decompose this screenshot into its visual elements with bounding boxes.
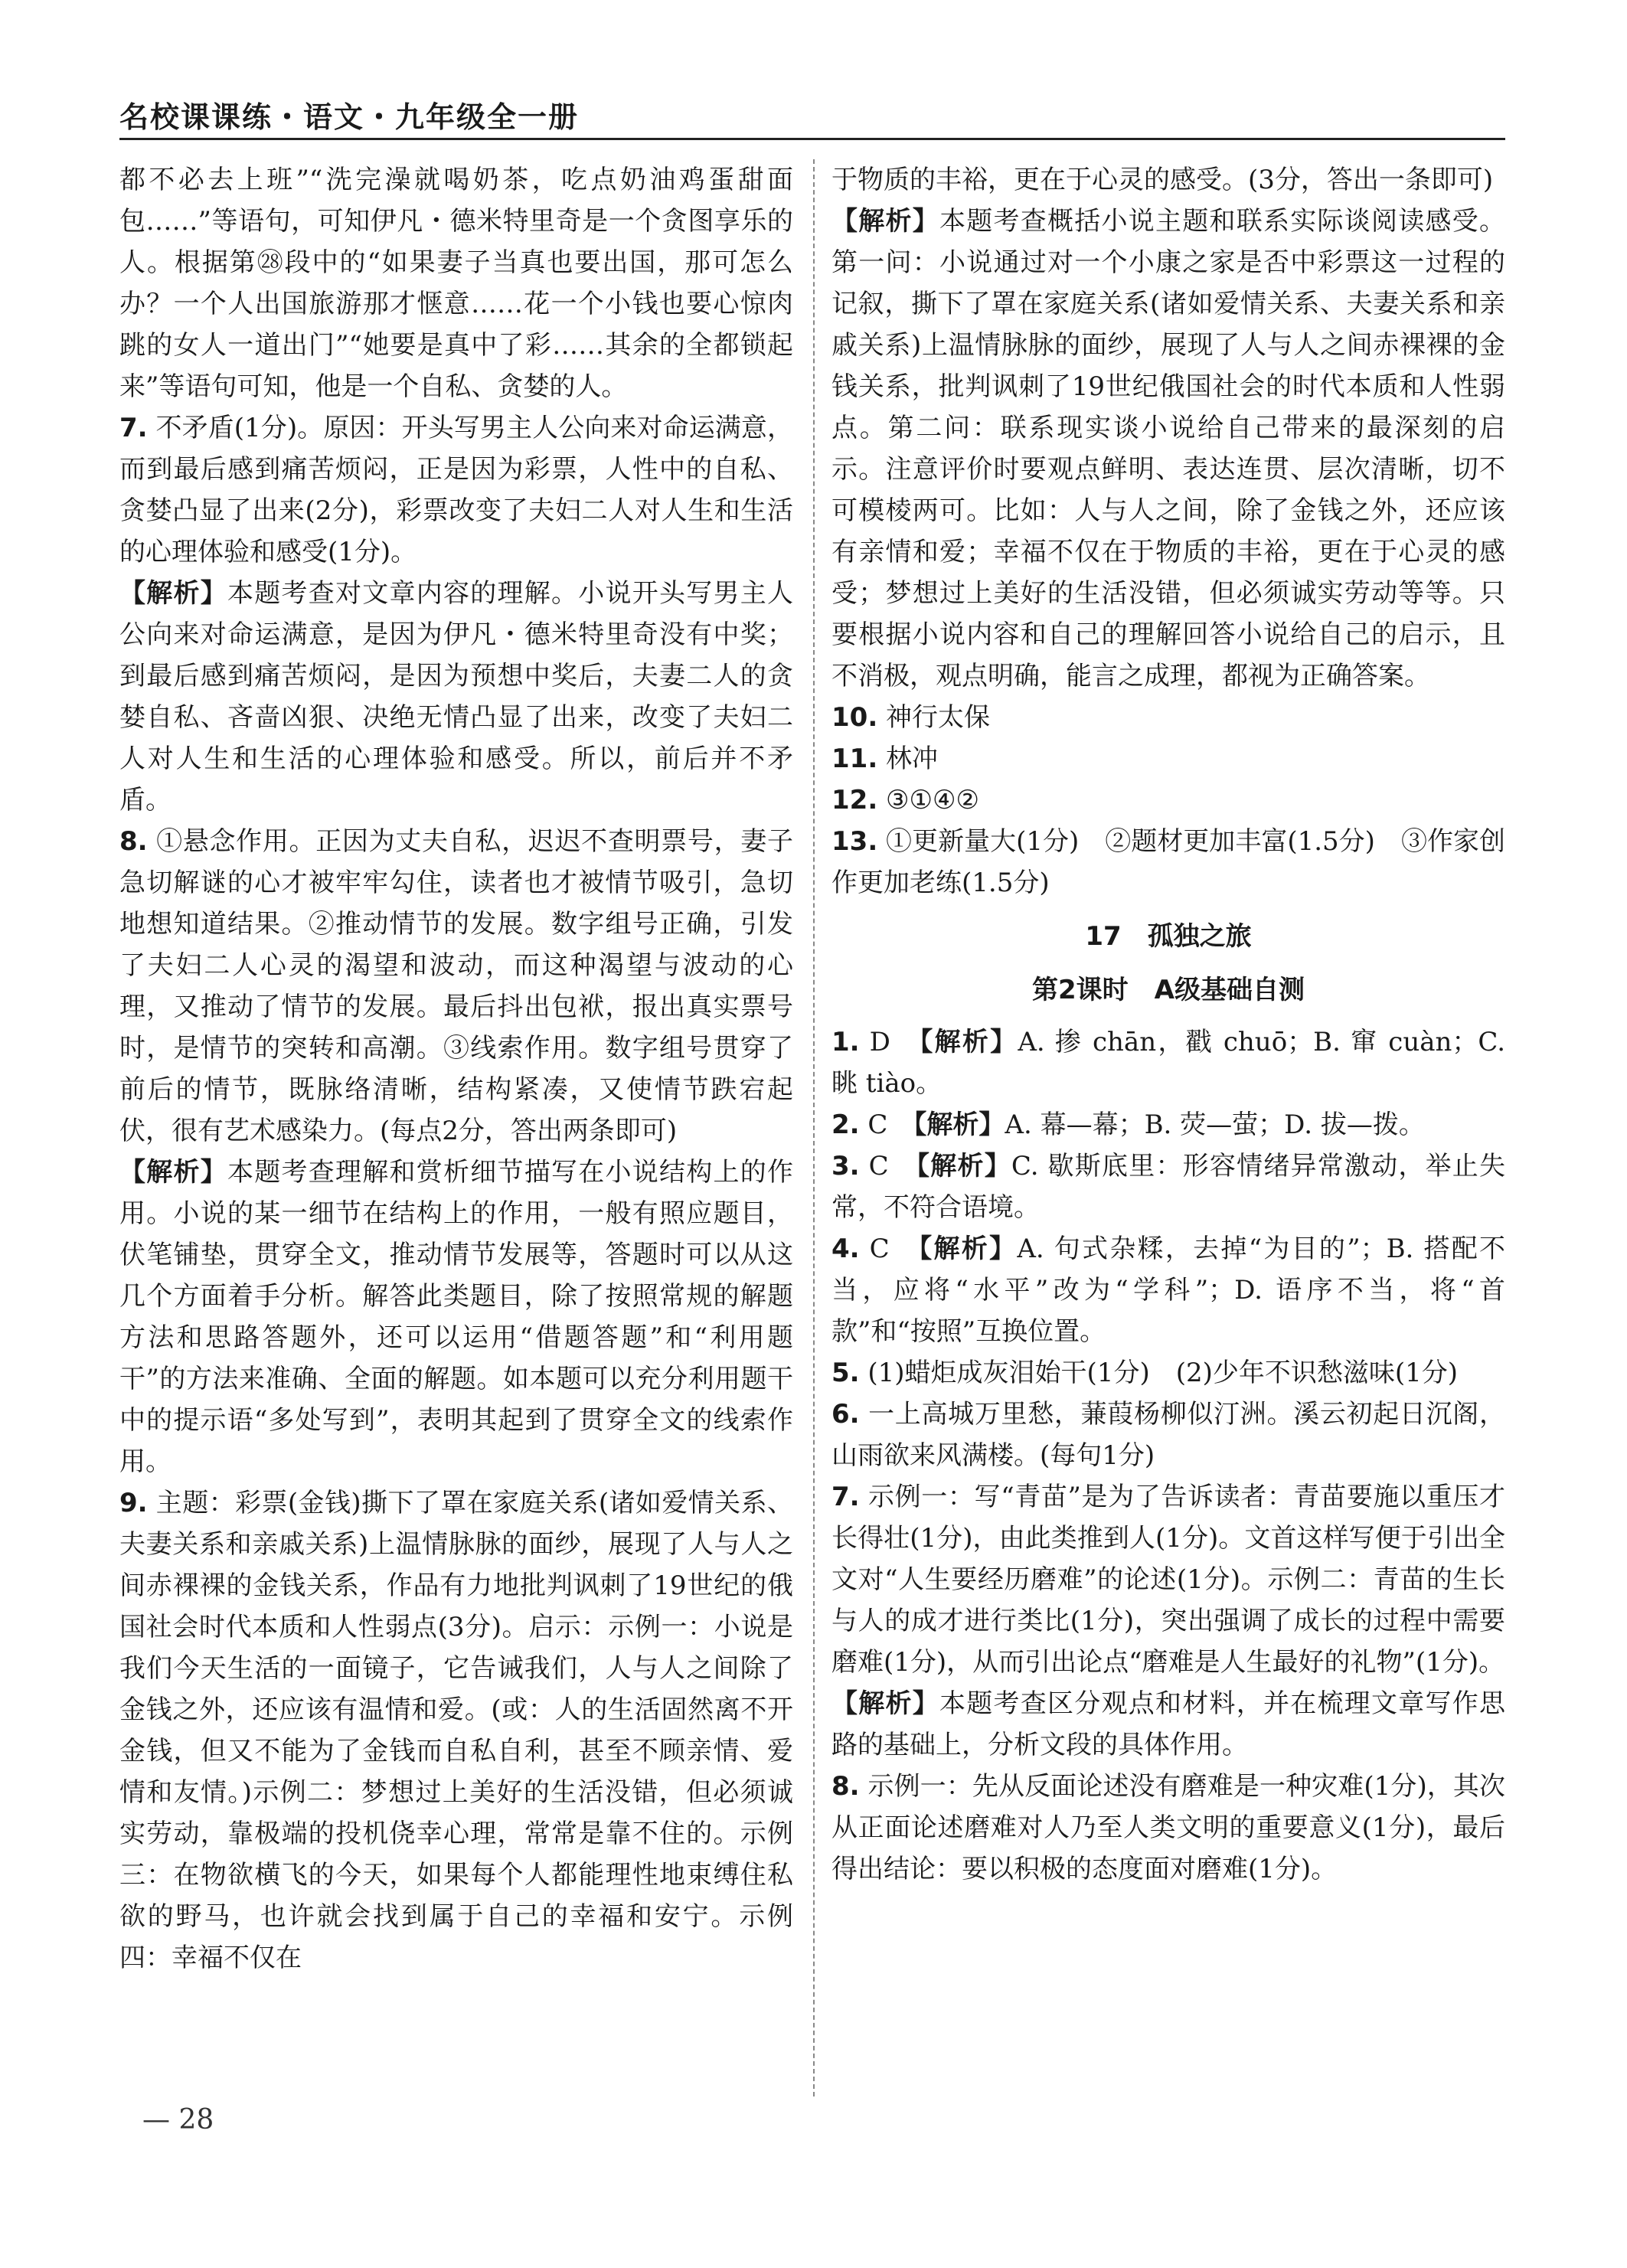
- answer-a5: [831, 1352, 1505, 1394]
- book-title: 名校课课练・语文・九年级全一册: [119, 100, 580, 134]
- analysis-text: 本题考查区分观点和材料，并在梳理文章写作思路的基础上，分析文段的具体作用。: [831, 1688, 1505, 1760]
- answer-item-7: [119, 407, 793, 573]
- answer-text: ①更新量大(1分) ②题材更加丰富(1.5分) ③作家创作更加老练(1.5分): [831, 826, 1505, 898]
- analysis-item-8: [119, 1152, 793, 1482]
- answer-text: ③①④②: [877, 785, 979, 815]
- analysis-label: 【解析】: [920, 1027, 1018, 1057]
- answer-item-11: [831, 738, 1505, 779]
- analysis-text: 本题考查理解和赏析细节描写在小说结构上的作用。小说的某一细节在结构上的作用，一般有照应题目，伏笔铺垫，贯穿全文，推动情节发展等，答题时可以从这几个方面着手分析。解答此类题目，除了按照常规的解题方法和思路答题外，还可以运用“借题答题”和“利用题干”的方法来准确、全面的解题。如本题可以充分利用题干中的提示语“多处写到”，表明其起到了贯穿全文的线索作用。: [119, 1157, 793, 1477]
- page-header: [119, 90, 1505, 140]
- analysis-text: 本题考查概括小说主题和联系实际谈阅读感受。第一问：小说通过对一个小康之家是否中彩票这一过程的记叙，撕下了罩在家庭关系(诸如爱情关系、夫妻关系和亲戚关系)上温情脉脉的面纱，展现了人与人之间赤裸裸的金钱关系，批判讽刺了19世纪俄国社会的时代本质和人性弱点。第二问：联系现实谈小说给自己带来的最深刻的启示。注意评价时要观点鲜明、表达连贯、层次清晰，切不可模棱两可。比如：人与人之间，除了金钱之外，还应该有亲情和爱；幸福不仅在于物质的丰裕，更在于心灵的感受；梦想过上美好的生活没错，但必须诚实劳动等等。只要根据小说内容和自己的理解回答小说给自己的启示，且不消极，观点明确，能言之成理，都视为正确答案。: [831, 206, 1505, 691]
- answer-a1: [831, 1021, 1505, 1104]
- answer-a7: [831, 1476, 1505, 1683]
- answer-text: D: [859, 1027, 920, 1057]
- item-number: 10.: [831, 702, 878, 733]
- answer-item-12: [831, 779, 1505, 821]
- answer-text: C: [859, 1234, 920, 1264]
- answer-text: ①悬念作用。正因为丈夫自私，迟迟不查明票号，妻子急切解谜的心才被牢牢勾住，读者也才被情节吸引，急切地想知道结果。②推动情节的发展。数字组号正确，引发了夫妇二人心灵的渴望和波动，而这种渴望与波动的心理，又推动了情节的发展。最后抖出包袱，报出真实票号时，是情节的突转和高潮。③线索作用。数字组号贯穿了前后的情节，既脉络清晰，结构紧凑，又使情节跌宕起伏，很有艺术感染力。(每点2分，答出两条即可): [119, 826, 793, 1146]
- analysis-text: A. 掺 chān，戳 chuō；B. 窜 cuàn；C. 眺 tiào。: [831, 1027, 1505, 1099]
- item-number: 3.: [831, 1151, 860, 1181]
- answer-text: C: [859, 1151, 917, 1181]
- answer-a3: [831, 1145, 1505, 1228]
- analysis-label: 【解析】: [119, 1157, 227, 1188]
- analysis-text: C. 歇斯底里：形容情绪异常激动，举止失常，不符合语境。: [831, 1151, 1506, 1223]
- answer-item-13: [831, 821, 1505, 904]
- right-column: [831, 159, 1505, 1890]
- item-number: 8.: [831, 1771, 860, 1802]
- answer-a6: [831, 1394, 1505, 1476]
- answer-text: (1)蜡炬成灰泪始干(1分) (2)少年不识愁滋味(1分): [859, 1358, 1459, 1388]
- analysis-text: A. 句式杂糅，去掉“为目的”；B. 搭配不当，应将“水平”改为“学科”；D. 语序不当，将“首款”和“按照”互换位置。: [831, 1234, 1505, 1347]
- item-number: 11.: [831, 743, 878, 774]
- answer-a8: [831, 1766, 1505, 1890]
- answer-continuation: 都不必去上班”“洗完澡就喝奶茶，吃点奶油鸡蛋甜面包……”等语句，可知伊凡・德米特里奇是一个贪图享乐的人。根据第㉘段中的“如果妻子当真也要出国，那可怎么办？一个人出国旅游那才惬意……花一个小钱也要心惊肉跳的女人一道出门”“她要是真中了彩……其余的全都锁起来”等语句可知，他是一个自私、贪婪的人。: [119, 165, 793, 402]
- analysis-item-7: [119, 573, 793, 821]
- item-number: 2.: [831, 1109, 860, 1140]
- page-number: — 28: [142, 2104, 214, 2136]
- answer-a4: [831, 1228, 1505, 1352]
- answer-text: C: [859, 1109, 914, 1140]
- answer-text: 一上高城万里愁，蒹葭杨柳似汀洲。溪云初起日沉阁，山雨欲来风满楼。(每句1分): [831, 1399, 1505, 1471]
- answer-text: 主题：彩票(金钱)撕下了罩在家庭关系(诸如爱情关系、夫妻关系和亲戚关系)上温情脉脉的面纱，展现了人与人之间赤裸裸的金钱关系，作品有力地批判讽刺了19世纪的俄国社会时代本质和人性弱点(3分)。启示：示例一：小说是我们今天生活的一面镜子，它告诫我们，人与人之间除了金钱之外，还应该有温情和爱。(或：人的生活固然离不开金钱，但又不能为了金钱而自私自利，甚至不顾亲情、爱情和友情。)示例二：梦想过上美好的生活没错，但必须诚实劳动，靠极端的投机侥幸心理，常常是靠不住的。示例三：在物欲横飞的今天，如果每个人都能理性地束缚住私欲的野马，也许就会找到属于自己的幸福和安宁。示例四：幸福不仅在: [119, 1488, 793, 1973]
- analysis-text: 本题考查对文章内容的理解。小说开头写男主人公向来对命运满意，是因为伊凡・德米特里奇没有中奖；到最后感到痛苦烦闷，是因为预想中奖后，夫妻二人的贪婪自私、吝啬凶狠、决绝无情凸显了出来，改变了夫妇二人对人生和生活的心理体验和感受。所以，前后并不矛盾。: [119, 578, 793, 815]
- item-number: 13.: [831, 826, 878, 857]
- item-number: 12.: [831, 785, 878, 815]
- analysis-label: 【解析】: [919, 1234, 1018, 1264]
- answer-item-9: [119, 1482, 793, 1979]
- lesson-title: 第2课时 A级基础自测: [1032, 975, 1305, 1005]
- answer-text: 不矛盾(1分)。原因：开头写男主人公向来对命运满意，而到最后感到痛苦烦闷，正是因为彩票，人性中的自私、贪婪凸显了出来(2分)，彩票改变了夫妇二人对人生和生活的心理体验和感受(1分)。: [119, 413, 793, 567]
- item-number: 8.: [119, 826, 148, 857]
- analysis-label: 【解析】: [119, 578, 227, 609]
- answer-text: 示例一：先从反面论述没有磨难是一种灾难(1分)，其次从正面论述磨难对人乃至人类文明的重要意义(1分)，最后得出结论：要以积极的态度面对磨难(1分)。: [831, 1771, 1505, 1884]
- answer-continuation: 于物质的丰裕，更在于心灵的感受。(3分，答出一条即可): [831, 165, 1494, 195]
- answer-text: 神行太保: [877, 702, 991, 733]
- answer-item-8: [119, 821, 793, 1152]
- analysis-a7: [831, 1683, 1505, 1766]
- answer-text: 林冲: [877, 743, 939, 774]
- analysis-text: A. 幕—幕；B. 荧—萤；D. 拔—拨。: [1005, 1109, 1425, 1140]
- item-number: 5.: [831, 1358, 860, 1388]
- analysis-item-9: [831, 201, 1505, 697]
- column-divider: [813, 159, 815, 2096]
- answer-item-10: [831, 697, 1505, 738]
- analysis-label: 【解析】: [831, 1688, 939, 1719]
- answer-a2: [831, 1104, 1505, 1145]
- analysis-label: 【解析】: [913, 1109, 1005, 1140]
- analysis-label: 【解析】: [831, 206, 939, 237]
- analysis-label: 【解析】: [916, 1151, 1011, 1181]
- item-number: 7.: [119, 413, 148, 443]
- item-number: 9.: [119, 1488, 148, 1518]
- answer-text: 示例一：写“青苗”是为了告诉读者：青苗要施以重压才长得壮(1分)，由此类推到人(1分)。文首这样写便于引出全文对“人生要经历磨难”的论述(1分)。示例二：青苗的生长与人的成才进行类比(1分)，突出强调了成长的过程中需要磨难(1分)，从而引出论点“磨难是人生最好的礼物”(1分)。: [831, 1482, 1505, 1678]
- item-number: 6.: [831, 1399, 860, 1430]
- item-number: 1.: [831, 1027, 860, 1057]
- item-number: 7.: [831, 1482, 860, 1512]
- item-number: 4.: [831, 1234, 860, 1264]
- section-title: 17 孤独之旅: [1085, 921, 1252, 952]
- left-column: [119, 159, 793, 1979]
